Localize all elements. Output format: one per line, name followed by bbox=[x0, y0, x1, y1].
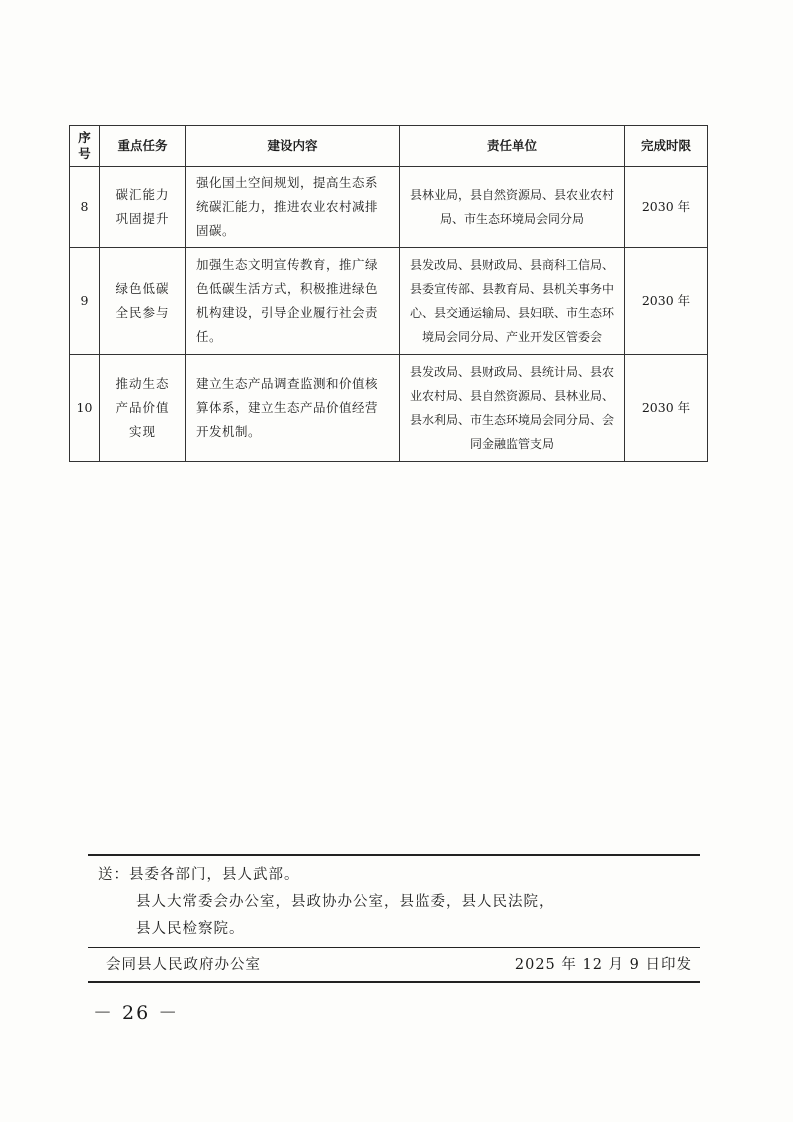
footer-bottom-rule bbox=[88, 981, 700, 983]
cell-seq: 9 bbox=[70, 248, 100, 355]
issue-line bbox=[88, 948, 700, 981]
send-line-1: 送：县委各部门，县人武部。 bbox=[98, 867, 300, 883]
header-deadline: 完成时限 bbox=[625, 126, 708, 167]
cell-task: 碳汇能力巩固提升 bbox=[100, 167, 186, 248]
table-row bbox=[70, 355, 708, 462]
task-table bbox=[69, 125, 708, 462]
header-task: 重点任务 bbox=[100, 126, 186, 167]
distribution-footer bbox=[88, 854, 700, 983]
header-seq: 序号 bbox=[70, 126, 100, 167]
cell-deadline: 2030 年 bbox=[625, 167, 708, 248]
page-number: － 26 － bbox=[93, 1002, 180, 1024]
header-units: 责任单位 bbox=[400, 126, 625, 167]
table-header-row bbox=[70, 126, 708, 167]
distribution-list bbox=[88, 856, 700, 947]
cell-units: 县发改局、县财政局、县商科工信局、县委宣传部、县教育局、县机关事务中心、县交通运输局、县妇联、市生态环境局会同分局、产业开发区管委会 bbox=[400, 248, 625, 355]
cell-content: 强化国土空间规划，提高生态系统碳汇能力，推进农业农村减排固碳。 bbox=[186, 167, 400, 248]
header-content: 建设内容 bbox=[186, 126, 400, 167]
cell-deadline: 2030 年 bbox=[625, 248, 708, 355]
issuer: 会同县人民政府办公室 bbox=[106, 957, 261, 973]
table-row bbox=[70, 167, 708, 248]
send-line-3: 县人民检察院。 bbox=[136, 921, 245, 937]
cell-seq: 8 bbox=[70, 167, 100, 248]
send-line-2: 县人大常委会办公室，县政协办公室，县监委，县人民法院， bbox=[136, 894, 555, 910]
cell-content: 加强生态文明宣传教育，推广绿色低碳生活方式，积极推进绿色机构建设，引导企业履行社会责任。 bbox=[186, 248, 400, 355]
cell-units: 县林业局，县自然资源局、县农业农村局、市生态环境局会同分局 bbox=[400, 167, 625, 248]
cell-content: 建立生态产品调查监测和价值核算体系，建立生态产品价值经营开发机制。 bbox=[186, 355, 400, 462]
cell-task: 绿色低碳全民参与 bbox=[100, 248, 186, 355]
cell-task: 推动生态产品价值实现 bbox=[100, 355, 186, 462]
cell-units: 县发改局、县财政局、县统计局、县农业农村局、县自然资源局、县林业局、县水利局、市生态环境局会同分局、会同金融监管支局 bbox=[400, 355, 625, 462]
cell-seq: 10 bbox=[70, 355, 100, 462]
issue-date: 2025 年 12 月 9 日印发 bbox=[514, 957, 692, 973]
cell-deadline: 2030 年 bbox=[625, 355, 708, 462]
table-row bbox=[70, 248, 708, 355]
